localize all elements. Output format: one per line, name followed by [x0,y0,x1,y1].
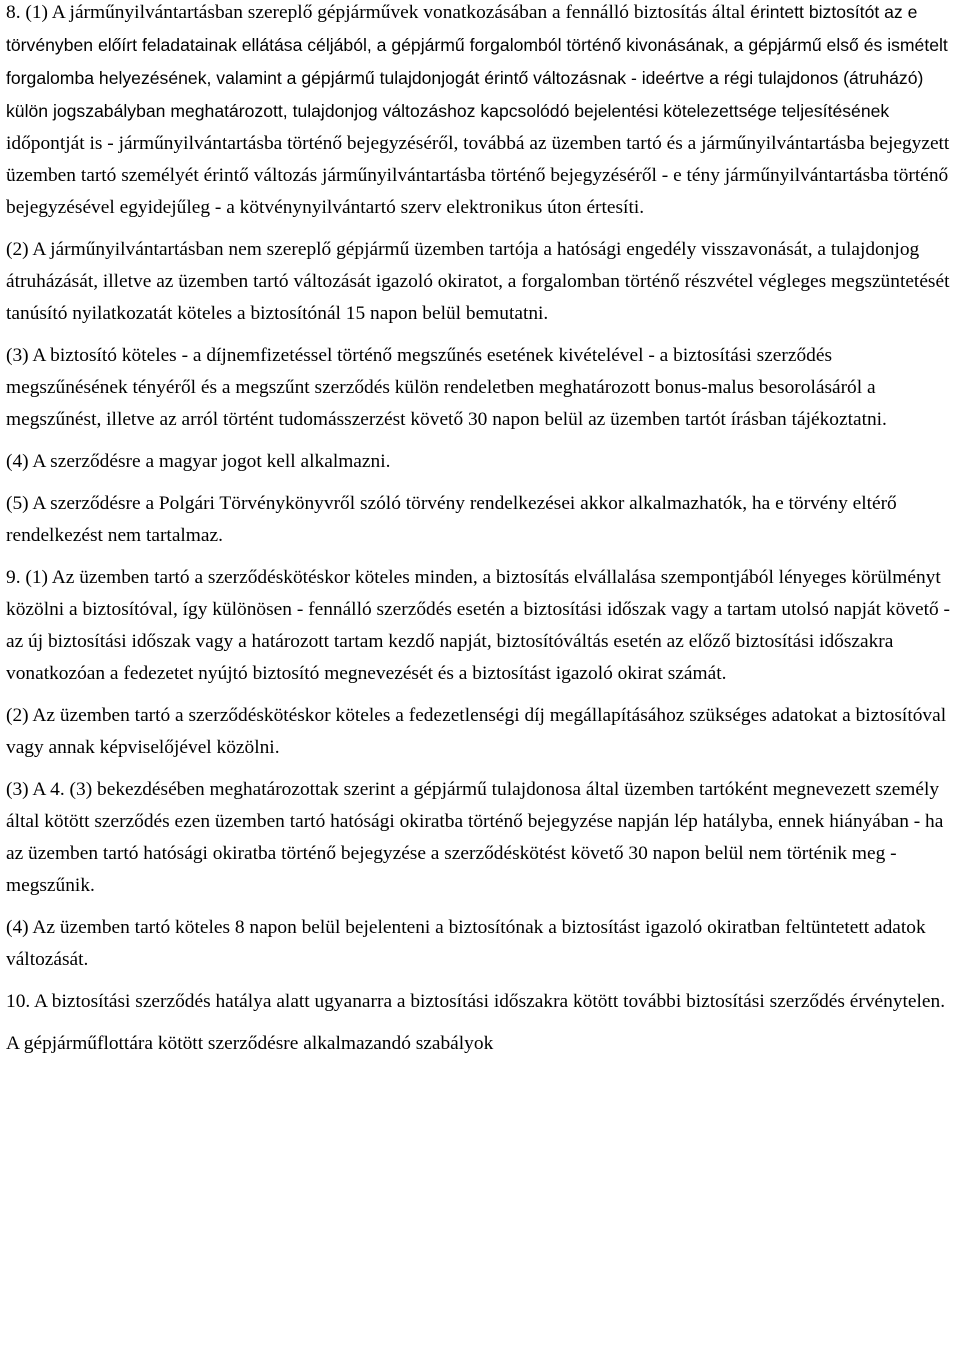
section-9-paragraph-2: (2) Az üzemben tartó a szerződéskötéskor köteles a fedezetlenségi díj megállapításához szükséges adatokat a biztosítóval vagy annak képviselőjével közölni. [6,705,947,758]
section-8-paragraph-1-opening: A járműnyilvántartásban szereplő gépjárművek vonatkozásában a fennálló biztosítás által [51,2,746,23]
section-8-paragraph-1-sans-block: érintett biztosítót az e törvényben előírt feladatainak ellátása céljából, a gépjármű forgalomból történő kivonásának, a gépjármű első és ismételt forgalomba helyezésének, valamint a gépjármű tulajdonjogát érintő változásnak - ideértve a régi tulajdonos (átruházó) külön jogszabályban meghatározott, tulajdonjog változáshoz kapcsolódó bejelentési kötelezettsége teljesítésének [6,2,948,121]
section-9-paragraph-3: (3) A 4. (3) bekezdésében meghatározottak szerint a gépjármű tulajdonosa által üzemben tartóként megnevezett személy által kötött szerződés ezen üzemben tartó hatósági okiratba történő bejegyzése napján lép hatályba, ennek hiányában - ha az üzemben tartó hatósági okiratba történő bejegyzése a szerződéskötést követő 30 napon belül nem történik meg - megszűnik. [6,779,944,896]
section-8-paragraph-3: (3) A biztosító köteles - a díjnemfizetéssel történő megszűnés esetének kivételével - a biztosítási szerződés megszűnésének tényéről és a megszűnt szerződés külön rendeletben meghatározott bonus-malus besorolásáról a megszűnést, illetve az arról történt tudomásszerzést követő 30 napon belül az üzemben tartót írásban tájékoztatni. [6,345,887,430]
section-8-paragraph-1-prefix: 8. (1) [6,2,52,23]
section-10-paragraph: 10. A biztosítási szerződés hatálya alatt ugyanarra a biztosítási időszakra kötött további biztosítási szerződés érvénytelen. [6,991,946,1012]
section-9-paragraph-4: (4) Az üzemben tartó köteles 8 napon belül bejelenteni a biztosítónak a biztosítást igazoló okiratban feltüntetett adatok változását. [6,917,926,970]
section-8-paragraph-2: (2) A járműnyilvántartásban nem szereplő gépjármű üzemben tartója a hatósági engedély visszavonását, a tulajdonjog átruházását, illetve az üzemben tartó változását igazoló okiratot, a forgalomban történő részvétel végleges megszüntetését tanúsító nyilatkozatát köteles a biztosítónál 15 napon belül bemutatni. [6,239,950,324]
document-page [6,0,958,1060]
section-8-paragraph-5: (5) A szerződésre a Polgári Törvénykönyvről szóló törvény rendelkezései akkor alkalmazhatók, ha e törvény eltérő rendelkezést nem tartalmaz. [6,493,897,546]
section-9-paragraph-1: 9. (1) Az üzemben tartó a szerződéskötéskor köteles minden, a biztosítás elvállalása szempontjából lényeges körülményt közölni a biztosítóval, így különösen - fennálló szerződés esetén a biztosítási időszak vagy a tartam utolsó napját követő - az új biztosítási időszak vagy a határozott tartam kezdő napját, biztosítóváltás esetén az előző biztosítási időszakra vonatkozóan a fedezetet nyújtó biztosító megnevezését és a biztosítást igazoló okirat számát. [6,567,950,684]
section-8-paragraph-1 [6,0,958,224]
section-heading-fleet-rules: A gépjárműflottára kötött szerződésre alkalmazandó szabályok [6,1033,494,1054]
section-8-paragraph-1-tail: időpontját is - járműnyilvántartásba történő bejegyzéséről, továbbá az üzemben tartó és a járműnyilvántartásba bejegyzett üzemben tartó személyét érintő változás járműnyilvántartásba történő bejegyzéséről - e tény járműnyilvántartásba történő bejegyzésével egyidejűleg - a kötvénynyilvántartó szerv elektronikus úton értesíti. [6,133,950,218]
section-8-paragraph-4: (4) A szerződésre a magyar jogot kell alkalmazni. [6,451,391,472]
